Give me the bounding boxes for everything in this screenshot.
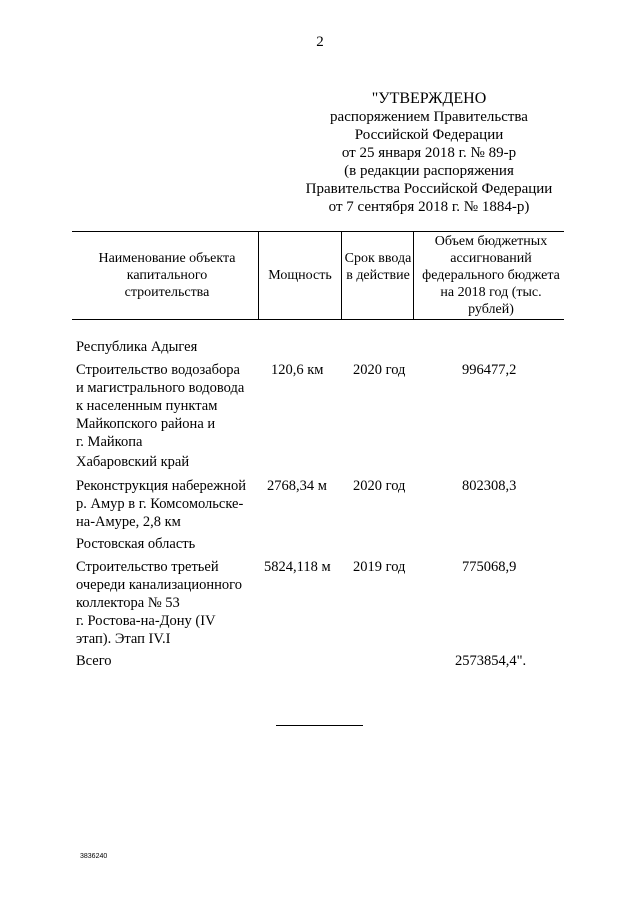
object-name-line: Майкопского района и: [76, 416, 216, 432]
object-name-line: Реконструкция набережной: [76, 478, 247, 494]
object-budget: 802308,3: [462, 478, 517, 494]
object-term: 2019 год: [353, 559, 406, 575]
approval-line: от 7 сентября 2018 г. № 1884-р): [328, 199, 530, 215]
object-budget: 775068,9: [462, 559, 517, 575]
object-budget: 996477,2: [462, 362, 517, 378]
table-header-bottom-rule: [72, 319, 564, 320]
approval-heading: "УТВЕРЖДЕНО: [371, 90, 487, 107]
object-name: [76, 477, 261, 531]
object-name-line: Строительство третьей: [76, 559, 219, 575]
header-name: Наименование объекта капитального строительства: [98, 251, 236, 300]
approval-block: [290, 90, 568, 216]
object-term: 2020 год: [353, 362, 406, 378]
closing-divider: [276, 725, 363, 726]
header-power: Мощность: [268, 268, 332, 283]
object-name-line: г. Майкопа: [76, 434, 143, 450]
object-power: 120,6 км: [271, 362, 324, 378]
region-name: Ростовская область: [76, 536, 196, 552]
approval-line: Правительства Российской Федерации: [305, 181, 553, 197]
column-divider: [413, 232, 414, 319]
object-name-line: г. Ростова-на-Дону (IV: [76, 613, 216, 629]
total-label: Всего: [76, 653, 112, 669]
document-code: 3836240: [80, 853, 108, 860]
object-name-line: Строительство водозабора: [76, 362, 240, 378]
object-name-line: р. Амур в г. Комсомольске-: [76, 496, 244, 512]
region-name: Республика Адыгея: [76, 339, 198, 355]
object-name-line: к населенным пунктам: [76, 398, 218, 414]
header-term: Срок ввода в действие: [344, 251, 412, 283]
object-name-line: этап). Этап IV.I: [76, 631, 171, 647]
page-number: 2: [316, 34, 324, 50]
header-budget: Объем бюджетных ассигнований федерального бюджета на 2018 год (тыс. рублей): [422, 234, 560, 317]
object-term: 2020 год: [353, 478, 406, 494]
object-name-line: и магистрального водовода: [76, 380, 245, 396]
approval-line: распоряжением Правительства: [330, 109, 528, 125]
column-divider: [258, 232, 259, 319]
object-name-line: коллектора № 53: [76, 595, 180, 611]
object-power: 5824,118 м: [264, 559, 331, 575]
approval-line: от 25 января 2018 г. № 89-р: [341, 145, 517, 161]
object-name: [76, 361, 261, 451]
object-name: [76, 558, 261, 648]
object-power: 2768,34 м: [267, 478, 327, 494]
table-top-rule: [72, 231, 564, 232]
region-name: Хабаровский край: [76, 454, 190, 470]
approval-line: (в редакции распоряжения: [344, 163, 514, 179]
object-name-line: очереди канализационного: [76, 577, 242, 593]
column-divider: [341, 232, 342, 319]
approval-line: Российской Федерации: [354, 127, 504, 143]
object-name-line: на-Амуре, 2,8 км: [76, 514, 181, 530]
total-value: 2573854,4".: [455, 653, 527, 669]
